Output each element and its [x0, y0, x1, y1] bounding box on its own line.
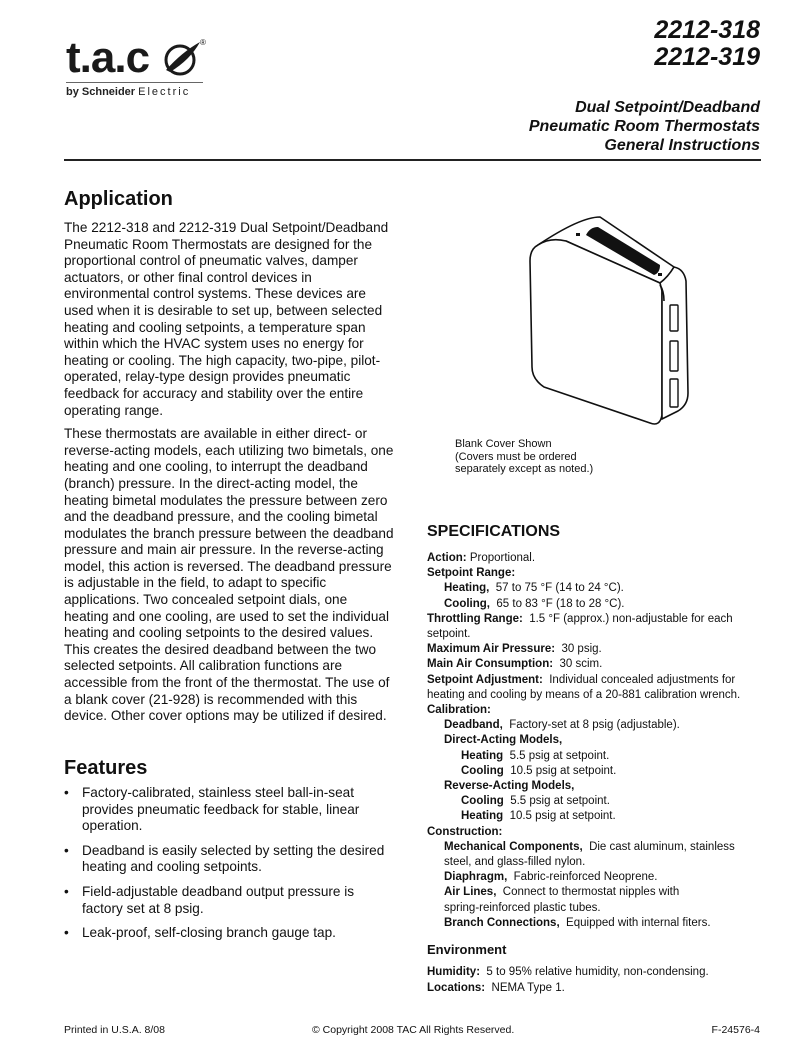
- subtitle-line-3: General Instructions: [604, 137, 760, 154]
- model-number-1: 2212-318: [654, 16, 760, 44]
- spec-mechanical: [427, 840, 761, 870]
- bullet-icon: •: [64, 883, 69, 899]
- spec-label: Cooling: [461, 795, 504, 808]
- spec-reverse-cooling: [427, 794, 761, 809]
- subtitle-line-1: Dual Setpoint/Deadband: [575, 99, 760, 116]
- bullet-icon: •: [64, 842, 69, 858]
- spec-value: 10.5 psig at setpoint.: [510, 764, 617, 777]
- spec-label: Maximum Air Pressure:: [427, 643, 556, 656]
- spec-deadband: [427, 718, 761, 733]
- feature-item: [64, 785, 394, 835]
- spec-label: Setpoint Range:: [427, 567, 516, 580]
- spec-value: 5.5 psig at setpoint.: [509, 749, 610, 762]
- feature-item: [64, 925, 394, 942]
- spec-label: Cooling: [461, 764, 504, 777]
- env-humidity: [427, 964, 709, 980]
- spec-value: Proportional.: [469, 552, 536, 564]
- header-divider: [64, 159, 761, 161]
- spec-label: Setpoint Adjustment:: [427, 673, 543, 686]
- tac-logo: [66, 33, 150, 82]
- logo-electric: Electric: [138, 86, 191, 98]
- logo-text: t.a.c: [66, 33, 150, 82]
- spec-throttling: [427, 612, 761, 642]
- spec-label: Branch Connections,: [444, 916, 560, 929]
- caption-line-1: Blank Cover Shown: [455, 438, 552, 450]
- spec-label: Construction:: [427, 825, 503, 838]
- environment-heading: Environment: [427, 942, 507, 957]
- features-list: [64, 785, 394, 950]
- spec-main-air: [427, 657, 761, 672]
- spec-value: 1.5 °F (approx.) non-adjustable for each setpoint.: [427, 612, 733, 641]
- spec-heating: [427, 581, 761, 596]
- caption-line-3: separately except as noted.): [455, 463, 594, 475]
- spec-label: Calibration:: [427, 704, 491, 717]
- subtitle-line-2: Pneumatic Room Thermostats: [528, 118, 760, 135]
- application-body: [64, 220, 394, 732]
- env-locations: [427, 980, 709, 996]
- spec-setpoint-adjustment: [427, 673, 761, 703]
- spec-value: 5.5 psig at setpoint.: [510, 795, 610, 808]
- footer-printed: Printed in U.S.A. 8/08: [64, 1024, 165, 1036]
- spec-label: Heating: [461, 810, 504, 823]
- footer-doc-number: F-24576-4: [711, 1024, 760, 1036]
- model-number-2: 2212-319: [654, 43, 760, 71]
- spec-value: Fabric-reinforced Neoprene.: [513, 871, 658, 884]
- spec-diaphragm: [427, 870, 761, 885]
- feature-text: Deadband is easily selected by setting the desired heating and cooling setpoints.: [82, 842, 385, 875]
- spec-calibration: [427, 703, 761, 718]
- caption-line-2: (Covers must be ordered: [455, 450, 577, 463]
- spec-label: Action:: [427, 552, 467, 564]
- spec-max-air: [427, 642, 761, 657]
- application-paragraph-1: The 2212-318 and 2212-319 Dual Setpoint/Deadband Pneumatic Room Thermostats are designed for the proportional control of pneumatic valves, damper actuators, or other final control devices in environmental control systems. These devices are used when it is desirable to set up, between selected heating and cooling setpoints, a temperature span within which the HVAC system uses no energy for heating or cooling. The high capacity, two-pipe, pilot-operated, relay-type design provides pneumatic feedback for accuracy and stability over the entire operating range.: [64, 220, 389, 418]
- spec-value: Connect to thermostat nipples with spring-reinforced plastic tubes.: [444, 886, 680, 914]
- spec-setpoint-range: [427, 566, 761, 581]
- spec-direct-acting: [427, 733, 761, 748]
- spec-value: Factory-set at 8 psig (adjustable).: [509, 719, 680, 732]
- spec-label: Heating: [461, 749, 504, 762]
- spec-label: Diaphragm,: [444, 871, 508, 884]
- spec-value: Equipped with internal fiters.: [566, 916, 711, 929]
- logo-tagline: [66, 86, 190, 98]
- bullet-icon: •: [64, 785, 69, 800]
- feature-item: [64, 884, 394, 917]
- registered-mark: ®: [200, 38, 206, 47]
- bullet-icon: •: [64, 925, 69, 941]
- spec-label: Mechanical Components,: [444, 840, 583, 853]
- spec-reverse-heating: [427, 809, 761, 824]
- spec-value: NEMA Type 1.: [491, 982, 565, 994]
- specifications-heading: SPECIFICATIONS: [427, 523, 561, 540]
- spec-value: 10.5 psig at setpoint.: [509, 810, 616, 823]
- feature-text: Leak-proof, self-closing branch gauge tap.: [82, 925, 336, 941]
- feature-text: Factory-calibrated, stainless steel ball-in-seat provides pneumatic feedback for stable, linear operation.: [82, 785, 360, 834]
- spec-value: Die cast aluminum, stainless steel, and glass-filled nylon.: [444, 840, 735, 869]
- spec-label: Locations:: [427, 982, 486, 994]
- document-subtitle: [529, 98, 760, 155]
- spec-action: [427, 551, 761, 566]
- spec-label: Deadband,: [444, 719, 503, 732]
- spec-value: 5 to 95% relative humidity, non-condensing.: [486, 966, 709, 978]
- logo-rule: [66, 82, 203, 83]
- logo-swoosh-icon: [160, 38, 204, 78]
- spec-value: Individual concealed adjustments for heating and cooling by means of a 20-881 calibration wrench.: [427, 673, 741, 701]
- spec-direct-cooling: [427, 764, 761, 779]
- figure-caption: [455, 438, 593, 476]
- spec-reverse-acting: [427, 779, 761, 794]
- spec-direct-heating: [427, 749, 761, 764]
- application-paragraph-2: These thermostats are available in either direct- or reverse-acting models, each utilizing two bimetals, one heating and one cooling, to interrupt the deadband (branch) pressure. In the direct-acting model, the heating bimetal modulates the pressure between zero and the deadband pressure, and the cooling bimetal modulates the branch pressure between the deadband pressure and main air pressure. In the reverse-acting model, this action is reversed. The deadband pressure is adjustable in the field, to adapt to specific applications. Two concealed setpoint dials, one heating and one cooling, are used to set the individual heating and cooling setpoints to the desired values. This creates the desired deadband between the two selected setpoints. All calibration functions are accessible from the front of the thermostat. The use of a blank cover (21-928) is recommended with this device. Other cover options may be utilized if desired.: [64, 426, 394, 724]
- spec-air-lines: [427, 885, 704, 915]
- specifications-list: [427, 551, 761, 931]
- spec-value: 65 to 83 °F (18 to 28 °C).: [496, 597, 625, 610]
- spec-value: 57 to 75 °F (14 to 24 °C).: [495, 582, 624, 595]
- spec-label: Main Air Consumption:: [427, 658, 554, 671]
- spec-value: 30 psig.: [561, 643, 602, 656]
- spec-value: 30 scim.: [559, 658, 603, 671]
- spec-cooling: [427, 597, 761, 612]
- features-heading: Features: [64, 757, 148, 779]
- spec-branch-connections: [427, 916, 761, 931]
- spec-label: Heating,: [444, 582, 490, 595]
- logo-by-schneider: by Schneider: [66, 86, 136, 98]
- spec-label: Throttling Range:: [427, 612, 523, 625]
- feature-text: Field-adjustable deadband output pressure is factory set at 8 psig.: [82, 883, 355, 916]
- environment-list: [427, 964, 709, 996]
- spec-construction: [427, 825, 761, 840]
- thermostat-cover-illustration: [510, 205, 710, 430]
- application-heading: Application: [64, 188, 173, 210]
- spec-label: Cooling,: [444, 597, 490, 610]
- footer-copyright: © Copyright 2008 TAC All Rights Reserved.: [312, 1024, 515, 1036]
- spec-label: Reverse-Acting Models,: [444, 780, 575, 793]
- spec-label: Air Lines,: [444, 886, 497, 899]
- feature-item: [64, 843, 394, 876]
- spec-label: Direct-Acting Models,: [444, 734, 563, 747]
- spec-label: Humidity:: [427, 966, 481, 978]
